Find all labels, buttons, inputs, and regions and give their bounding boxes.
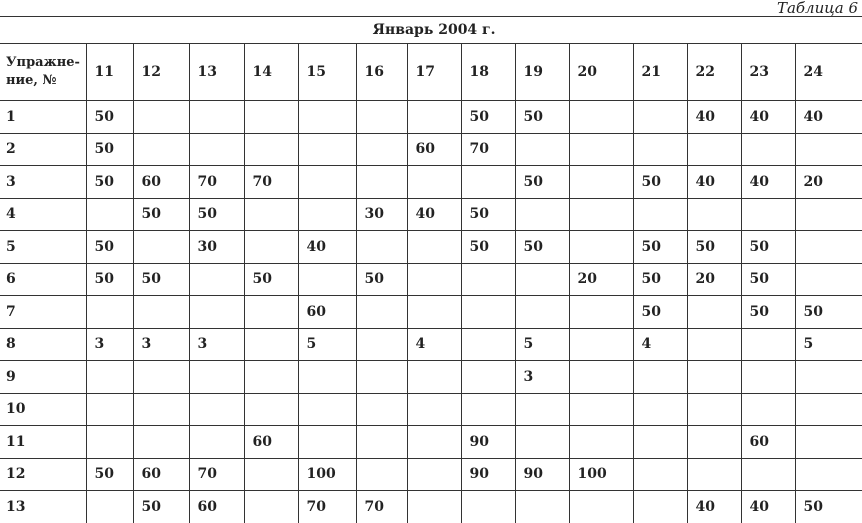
table-cell <box>86 198 133 231</box>
table-cell <box>461 296 515 329</box>
table-cell <box>189 263 244 296</box>
table-cell <box>461 491 515 523</box>
table-cell: 50 <box>515 231 569 264</box>
table-cell <box>86 361 133 394</box>
day-header: 11 <box>86 44 133 101</box>
table-cell <box>515 296 569 329</box>
table-cell: 50 <box>515 101 569 134</box>
table-cell <box>795 133 862 166</box>
table-cell: 50 <box>741 231 795 264</box>
table-cell: 50 <box>515 166 569 199</box>
table-cell <box>407 458 461 491</box>
day-header: 16 <box>356 44 407 101</box>
table-cell <box>298 393 356 426</box>
table-cell <box>244 101 298 134</box>
table-cell <box>133 296 189 329</box>
table-cell <box>569 231 633 264</box>
table-cell <box>86 491 133 523</box>
table-row <box>0 101 862 134</box>
table-cell <box>515 198 569 231</box>
table-cell: 70 <box>298 491 356 523</box>
table-cell: 90 <box>461 458 515 491</box>
table-cell: 60 <box>298 296 356 329</box>
table-cell: 20 <box>795 166 862 199</box>
day-header: 18 <box>461 44 515 101</box>
exercise-column-header: Упражне-ние, № <box>0 44 86 101</box>
table-row <box>0 491 862 523</box>
table-row <box>0 328 862 361</box>
table-cell <box>86 393 133 426</box>
table-cell <box>741 458 795 491</box>
table-cell <box>298 166 356 199</box>
table-row <box>0 361 862 394</box>
table-cell: 4 <box>633 328 687 361</box>
table-cell <box>633 393 687 426</box>
table-cell <box>633 426 687 459</box>
table-cell <box>298 133 356 166</box>
table-cell <box>569 133 633 166</box>
table-cell: 4 <box>407 328 461 361</box>
table-cell: 50 <box>86 166 133 199</box>
table-cell: 40 <box>298 231 356 264</box>
exercise-number: 8 <box>0 328 86 361</box>
table-cell <box>407 231 461 264</box>
table-cell: 90 <box>515 458 569 491</box>
table-cell: 60 <box>244 426 298 459</box>
table-cell: 90 <box>461 426 515 459</box>
table-cell: 40 <box>795 101 862 134</box>
table-cell <box>189 393 244 426</box>
exercise-number: 12 <box>0 458 86 491</box>
table-cell: 50 <box>687 231 741 264</box>
table-cell: 50 <box>795 296 862 329</box>
table-cell <box>244 231 298 264</box>
table-cell <box>189 426 244 459</box>
exercise-number: 5 <box>0 231 86 264</box>
table-cell: 3 <box>86 328 133 361</box>
table-cell <box>741 361 795 394</box>
table-cell: 50 <box>461 101 515 134</box>
table-cell <box>189 296 244 329</box>
table-cell <box>133 133 189 166</box>
month-row <box>0 17 862 44</box>
table-cell <box>461 393 515 426</box>
day-header: 17 <box>407 44 461 101</box>
table-cell <box>133 231 189 264</box>
table-cell: 70 <box>356 491 407 523</box>
table-cell <box>407 296 461 329</box>
table-cell: 20 <box>569 263 633 296</box>
exercise-number: 4 <box>0 198 86 231</box>
day-header: 15 <box>298 44 356 101</box>
exercise-number: 13 <box>0 491 86 523</box>
day-header: 14 <box>244 44 298 101</box>
table-cell: 60 <box>741 426 795 459</box>
day-header: 13 <box>189 44 244 101</box>
table-cell: 40 <box>741 101 795 134</box>
table-cell <box>741 328 795 361</box>
table-cell <box>356 361 407 394</box>
table-cell: 5 <box>515 328 569 361</box>
table-cell: 40 <box>687 491 741 523</box>
exercise-number: 10 <box>0 393 86 426</box>
table-cell: 20 <box>687 263 741 296</box>
table-cell <box>244 491 298 523</box>
table-cell <box>189 361 244 394</box>
table-cell: 50 <box>741 296 795 329</box>
table-cell: 60 <box>133 458 189 491</box>
table-cell <box>569 491 633 523</box>
table-cell <box>244 458 298 491</box>
table-row <box>0 166 862 199</box>
table-cell <box>244 361 298 394</box>
table-cell <box>569 328 633 361</box>
table-cell: 50 <box>133 198 189 231</box>
table-cell: 60 <box>133 166 189 199</box>
table-cell <box>515 133 569 166</box>
table-row <box>0 426 862 459</box>
day-header: 24 <box>795 44 862 101</box>
table-cell <box>687 393 741 426</box>
table-cell <box>795 458 862 491</box>
table-cell <box>569 101 633 134</box>
table-cell <box>795 231 862 264</box>
table-cell <box>189 101 244 134</box>
table-cell <box>133 393 189 426</box>
table-cell <box>569 361 633 394</box>
table-cell <box>687 296 741 329</box>
table-cell <box>633 491 687 523</box>
table-cell: 40 <box>687 166 741 199</box>
table-cell <box>795 426 862 459</box>
table-cell: 5 <box>298 328 356 361</box>
table-cell <box>407 491 461 523</box>
table-cell: 50 <box>86 133 133 166</box>
table-cell <box>687 328 741 361</box>
table-cell <box>298 361 356 394</box>
table-row <box>0 393 862 426</box>
table-cell: 50 <box>633 166 687 199</box>
table-row <box>0 458 862 491</box>
day-header: 21 <box>633 44 687 101</box>
table-cell <box>298 263 356 296</box>
table-cell: 50 <box>356 263 407 296</box>
table-cell <box>687 361 741 394</box>
table-cell <box>741 198 795 231</box>
table-cell <box>356 458 407 491</box>
table-cell: 50 <box>133 491 189 523</box>
table-cell: 3 <box>515 361 569 394</box>
table-cell: 50 <box>86 231 133 264</box>
table-row <box>0 296 862 329</box>
table-cell: 60 <box>407 133 461 166</box>
table-cell <box>687 426 741 459</box>
header-row <box>0 44 862 101</box>
table-cell <box>298 198 356 231</box>
table-cell <box>407 361 461 394</box>
day-header: 23 <box>741 44 795 101</box>
exercise-number: 11 <box>0 426 86 459</box>
table-cell <box>356 133 407 166</box>
table-cell <box>461 263 515 296</box>
table-cell <box>407 166 461 199</box>
table-cell <box>133 101 189 134</box>
table-cell <box>356 166 407 199</box>
table-cell <box>133 361 189 394</box>
table-cell <box>461 361 515 394</box>
table-cell: 50 <box>461 198 515 231</box>
table-cell <box>356 296 407 329</box>
table-cell: 70 <box>244 166 298 199</box>
table-cell <box>633 133 687 166</box>
table-cell: 40 <box>741 491 795 523</box>
exercise-number: 2 <box>0 133 86 166</box>
day-header: 12 <box>133 44 189 101</box>
table-cell: 50 <box>633 296 687 329</box>
table-row <box>0 133 862 166</box>
table-cell <box>633 458 687 491</box>
table-cell <box>356 426 407 459</box>
table-cell <box>356 393 407 426</box>
table-cell <box>633 361 687 394</box>
table-cell: 70 <box>461 133 515 166</box>
table-cell <box>86 426 133 459</box>
table-cell: 50 <box>86 101 133 134</box>
exercise-number: 9 <box>0 361 86 394</box>
table-cell <box>569 393 633 426</box>
table-cell: 30 <box>356 198 407 231</box>
table-cell <box>133 426 189 459</box>
table-cell: 5 <box>795 328 862 361</box>
table-cell <box>569 166 633 199</box>
table-cell <box>741 133 795 166</box>
table-cell: 50 <box>86 458 133 491</box>
table-cell: 50 <box>633 231 687 264</box>
table-cell <box>515 491 569 523</box>
exercise-number: 1 <box>0 101 86 134</box>
table-cell <box>356 328 407 361</box>
table-cell <box>189 133 244 166</box>
table-body <box>0 17 862 523</box>
table-cell: 3 <box>133 328 189 361</box>
table-cell <box>795 393 862 426</box>
table-cell: 50 <box>133 263 189 296</box>
table-cell: 50 <box>795 491 862 523</box>
table-cell <box>687 133 741 166</box>
table-cell <box>407 426 461 459</box>
table-cell <box>298 101 356 134</box>
table-cell <box>244 328 298 361</box>
table-row <box>0 231 862 264</box>
table-cell <box>515 426 569 459</box>
table-cell <box>298 426 356 459</box>
table-cell <box>741 393 795 426</box>
table-cell <box>795 198 862 231</box>
day-header: 20 <box>569 44 633 101</box>
table-cell: 40 <box>687 101 741 134</box>
table-row <box>0 198 862 231</box>
table-cell <box>86 296 133 329</box>
month-title: Январь 2004 г. <box>0 17 862 44</box>
table-cell <box>633 198 687 231</box>
table-cell <box>244 393 298 426</box>
table-cell: 100 <box>298 458 356 491</box>
table-cell <box>795 361 862 394</box>
table-cell <box>244 198 298 231</box>
table-cell <box>244 133 298 166</box>
table-cell <box>515 393 569 426</box>
table-cell: 3 <box>189 328 244 361</box>
table-cell: 100 <box>569 458 633 491</box>
table-cell <box>461 166 515 199</box>
table-cell: 50 <box>461 231 515 264</box>
table-cell <box>795 263 862 296</box>
table-cell <box>633 101 687 134</box>
table-cell: 60 <box>189 491 244 523</box>
table-cell <box>407 393 461 426</box>
table-cell <box>356 101 407 134</box>
table-row <box>0 263 862 296</box>
table-cell: 50 <box>189 198 244 231</box>
table-caption: Таблица 6 <box>776 0 858 17</box>
table-cell: 30 <box>189 231 244 264</box>
table-cell: 40 <box>741 166 795 199</box>
exercise-number: 3 <box>0 166 86 199</box>
table-cell: 40 <box>407 198 461 231</box>
table-cell: 50 <box>633 263 687 296</box>
exercise-number: 7 <box>0 296 86 329</box>
table-cell: 50 <box>86 263 133 296</box>
table-cell <box>569 426 633 459</box>
table-cell <box>687 198 741 231</box>
table-cell <box>356 231 407 264</box>
table-cell <box>687 458 741 491</box>
table-cell <box>569 198 633 231</box>
table-cell <box>461 328 515 361</box>
table-cell <box>407 101 461 134</box>
table-cell: 70 <box>189 166 244 199</box>
day-header: 19 <box>515 44 569 101</box>
table-cell <box>407 263 461 296</box>
exercise-number: 6 <box>0 263 86 296</box>
training-table <box>0 16 862 523</box>
table-cell: 50 <box>244 263 298 296</box>
table-cell: 70 <box>189 458 244 491</box>
table-cell: 50 <box>741 263 795 296</box>
table-cell <box>569 296 633 329</box>
table-cell <box>244 296 298 329</box>
day-header: 22 <box>687 44 741 101</box>
table-cell <box>515 263 569 296</box>
